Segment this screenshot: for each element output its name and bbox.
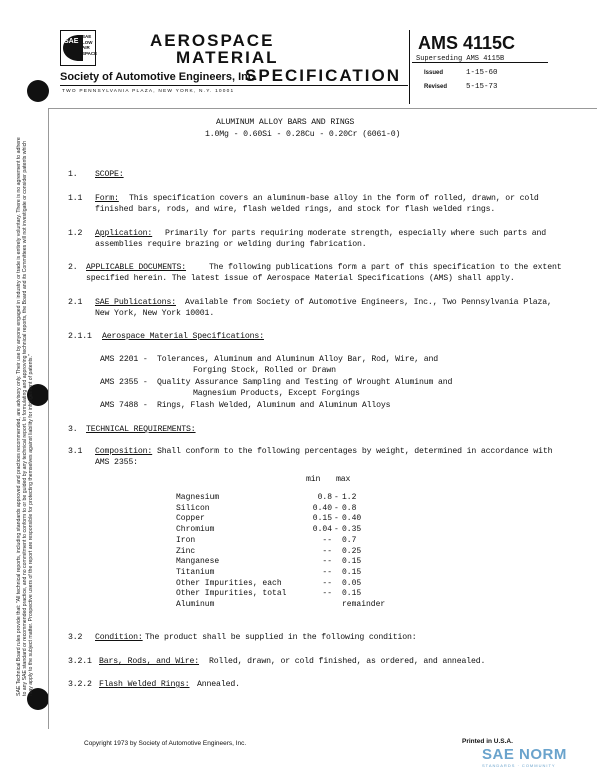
issued-label: Issued [424, 70, 444, 76]
element-min: 0.8 [317, 493, 332, 502]
ams-2355-id: AMS 2355 - [100, 378, 148, 387]
col-min-header: min [306, 475, 321, 484]
society-name: Society of Automotive Engineers, Inc. [60, 71, 258, 83]
element-max: remainder [342, 600, 386, 609]
element-max: 0.35 [342, 525, 362, 535]
title-specification: SPECIFICATION [245, 66, 402, 85]
sae-norm-watermark: SAE NORM [482, 746, 567, 763]
ams-2201-title-2: Forging Stock, Rolled or Drawn [193, 366, 336, 375]
section-3-2-heading: Condition: [95, 633, 143, 642]
sae-disclaimer: SAE Technical Board rules provide that: "All technical reports, including standards approved and practices recommended, are advisory only. Their use by anyone engaged in industry or trade is entirely voluntary. There is no agreement to adhere to any SAE standard or recommended practice, and no commitment to conform to or be guided by any technical report. In formulating and approving technical reports, the Board and its Committees will not investigate or consider patents which may apply to the subject matter. Prospective users of the report are responsible for protecting themselves against liability for infringement of patents." [16, 137, 35, 696]
header-divider [409, 30, 410, 104]
doc-title: ALUMINUM ALLOY BARS AND RINGS [216, 118, 355, 127]
element-min: -- [322, 589, 332, 599]
element-max: 0.40 [342, 514, 362, 524]
element-name: Other Impurities, each [176, 578, 282, 588]
issued-date: 1-15-60 [466, 69, 498, 77]
element-min: -- [322, 578, 332, 588]
section-2-1-number: 2.1 [68, 298, 83, 307]
section-2-number: 2. [68, 263, 78, 272]
element-min: -- [322, 567, 332, 577]
doc-subtitle: 1.0Mg - 0.60Si - 0.28Cu - 0.20Cr (6061-0) [205, 130, 401, 139]
ams-7488-title: Rings, Flash Welded, Aluminum and Aluminum Alloys [157, 401, 391, 410]
section-3-heading: TECHNICAL REQUIREMENTS: [86, 425, 196, 434]
section-1-1-text: This specification covers an aluminum-base alloy in the form of rolled, drawn, or cold [129, 194, 539, 203]
binder-hole-top [27, 80, 49, 102]
element-max: 0.25 [342, 546, 362, 556]
element-min: -- [322, 535, 332, 545]
printed-in-usa: Printed in U.S.A. [462, 738, 513, 745]
element-name: Magnesium [176, 493, 220, 502]
sae-logo [60, 30, 96, 66]
revised-label: Revised [424, 84, 448, 90]
section-2-1-text: Available from Society of Automotive Engineers, Inc., Two Pennsylvania Plaza, [185, 298, 552, 307]
section-1-2-text-2: assemblies require brazing or welding during fabrication. [95, 240, 367, 249]
logo-letters: SAE [64, 38, 79, 45]
element-name: Other Impurities, total [176, 589, 287, 599]
ams-2355-title-2: Magnesium Products, Except Forgings [193, 389, 360, 398]
section-3-1-heading: Composition: [95, 447, 153, 456]
header-rule [60, 85, 408, 86]
logo-side-text: SAE LOW AIR SPACE [82, 34, 98, 56]
section-3-2-1-heading: Bars, Rods, and Wire: [99, 657, 200, 666]
section-3-2-1-text: Rolled, drawn, or cold finished, as ordered, and annealed. [209, 657, 486, 666]
superseding: Superseding AMS 4115B [416, 55, 505, 63]
section-3-2-text: The product shall be supplied in the following condition: [145, 633, 417, 642]
element-range-dash: - [334, 525, 339, 535]
element-name: Iron [176, 535, 196, 545]
section-1-2-number: 1.2 [68, 229, 83, 238]
element-max: 1.2 [342, 493, 357, 502]
title-aerospace: AEROSPACE [150, 31, 275, 50]
section-1-1-number: 1.1 [68, 194, 83, 203]
ams-2201-title: Tolerances, Aluminum and Aluminum Alloy Bar, Rod, Wire, and [157, 355, 439, 364]
section-2-1-text-2: New York, New York 10001. [95, 309, 215, 318]
revised-date: 5-15-73 [466, 83, 498, 91]
section-1-1-heading: Form: [95, 194, 119, 203]
ams-7488-id: AMS 7488 - [100, 401, 148, 410]
element-min: -- [322, 557, 332, 567]
element-range-dash: - [334, 514, 339, 524]
element-max: 0.15 [342, 557, 362, 567]
element-range-dash: - [334, 503, 339, 513]
section-2-1-heading: SAE Publications: [95, 298, 176, 307]
ams-2201-id: AMS 2201 - [100, 355, 148, 364]
element-name: Chromium [176, 525, 215, 535]
section-2-text: The following publications form a part of this specification to the extent [209, 263, 562, 272]
element-max: 0.05 [342, 578, 362, 588]
element-range-dash: - [334, 493, 339, 502]
section-3-1-number: 3.1 [68, 447, 83, 456]
col-max-header: max [336, 475, 351, 484]
element-max: 0.8 [342, 503, 357, 513]
element-name: Manganese [176, 557, 220, 567]
section-2-1-1-heading: Aerospace Material Specifications: [102, 332, 264, 341]
element-name: Zinc [176, 546, 196, 556]
title-material: MATERIAL [176, 48, 279, 67]
society-address: TWO PENNSYLVANIA PLAZA, NEW YORK, N.Y. 10001 [62, 89, 235, 94]
section-3-2-2-number: 3.2.2 [68, 680, 92, 689]
section-1-number: 1. [68, 170, 78, 179]
element-min: 0.40 [312, 503, 332, 513]
element-min: 0.15 [312, 514, 332, 524]
sae-norm-watermark-sub: STANDARDS · COMMUNITY [482, 763, 556, 768]
section-3-2-1-number: 3.2.1 [68, 657, 92, 666]
element-name: Titanium [176, 567, 215, 577]
section-3-1-text: Shall conform to the following percentages by weight, determined in accordance with [157, 447, 553, 456]
copyright: Copyright 1973 by Society of Automotive Engineers, Inc. [84, 740, 247, 747]
section-3-2-number: 3.2 [68, 633, 83, 642]
section-3-2-2-heading: Flash Welded Rings: [99, 680, 190, 689]
element-name: Silicon [176, 503, 210, 513]
section-3-1-text-2: AMS 2355: [95, 458, 138, 467]
section-1-heading: SCOPE: [95, 170, 124, 179]
section-2-text-2: specified herein. The latest issue of Aerospace Material Specifications (AMS) shall apply. [86, 274, 515, 283]
element-name: Copper [176, 514, 205, 524]
section-2-1-1-number: 2.1.1 [68, 332, 92, 341]
section-1-1-text-2: finished bars, rods, and wire, flash welded rings, and stock for flash welded rings. [95, 205, 496, 214]
element-max: 0.15 [342, 589, 362, 599]
section-3-number: 3. [68, 425, 78, 434]
element-max: 0.15 [342, 567, 362, 577]
element-min: 0.04 [312, 525, 332, 535]
element-min: -- [322, 546, 332, 556]
element-name: Aluminum [176, 600, 215, 609]
ams-number: AMS 4115C [418, 33, 516, 53]
ams-2355-title: Quality Assurance Sampling and Testing of Wrought Aluminum and [157, 378, 453, 387]
section-1-2-text: Primarily for parts requiring moderate strength, especially where such parts and [165, 229, 547, 238]
section-1-2-heading: Application: [95, 229, 153, 238]
section-2-heading: APPLICABLE DOCUMENTS: [86, 263, 187, 272]
element-max: 0.7 [342, 535, 357, 545]
section-3-2-2-text: Annealed. [197, 680, 240, 689]
